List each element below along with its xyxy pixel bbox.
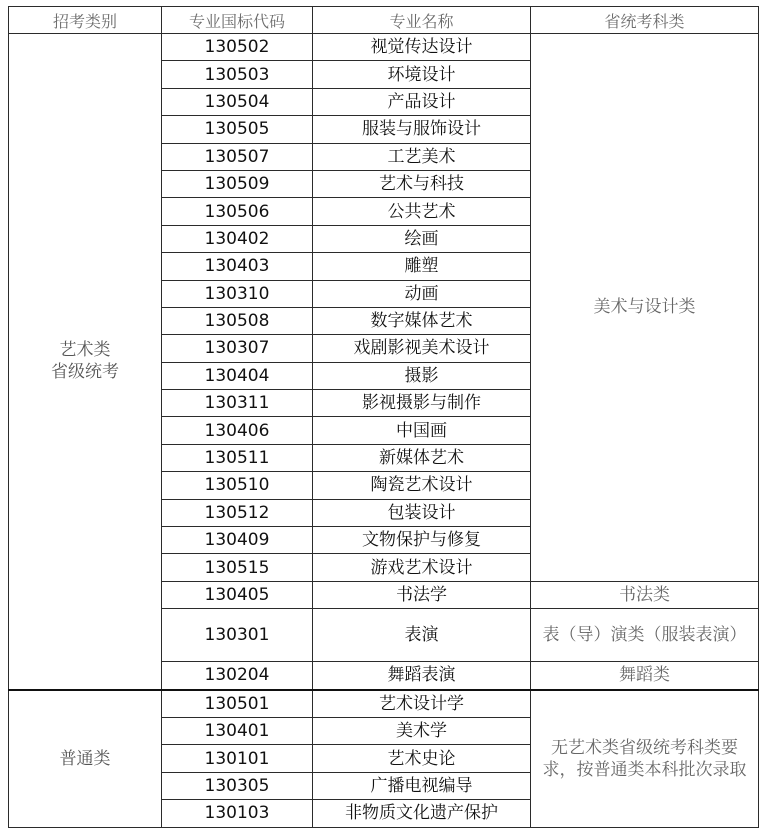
major-code: 130402 [162,225,313,252]
major-name: 美术学 [313,717,531,744]
major-name: 绘画 [313,225,531,252]
header-row [9,7,759,34]
major-name: 戏剧影视美术设计 [313,335,531,362]
major-code: 130507 [162,143,313,170]
major-code: 130403 [162,253,313,280]
major-name: 摄影 [313,362,531,389]
major-code: 130504 [162,88,313,115]
major-code: 130406 [162,417,313,444]
major-code: 130515 [162,554,313,581]
major-code: 130307 [162,335,313,362]
major-name: 视觉传达设计 [313,34,531,61]
major-code: 130510 [162,472,313,499]
major-code: 130409 [162,527,313,554]
major-code: 130404 [162,362,313,389]
major-name: 表演 [313,609,531,662]
major-code: 130512 [162,499,313,526]
table-body [9,34,759,828]
category-cell-general: 普通类 [9,690,162,827]
major-name: 艺术设计学 [313,690,531,718]
subject-cell: 表（导）演类（服装表演） [531,609,759,662]
major-name: 游戏艺术设计 [313,554,531,581]
major-code: 130502 [162,34,313,61]
major-code: 130503 [162,61,313,88]
major-name: 艺术史论 [313,745,531,772]
major-name: 艺术与科技 [313,170,531,197]
majors-table [8,6,759,828]
major-code: 130401 [162,717,313,744]
subject-cell: 书法类 [531,581,759,608]
table-row [9,34,759,61]
major-name: 舞蹈表演 [313,662,531,690]
major-name: 环境设计 [313,61,531,88]
major-code: 130506 [162,198,313,225]
subject-cell-general-note: 无艺术类省级统考科类要求，按普通类本科批次录取 [531,690,759,827]
subject-cell: 舞蹈类 [531,662,759,690]
major-code: 130101 [162,745,313,772]
header-code: 专业国标代码 [162,7,313,34]
major-code: 130508 [162,307,313,334]
major-code: 130505 [162,116,313,143]
major-code: 130511 [162,444,313,471]
major-name: 工艺美术 [313,143,531,170]
major-name: 数字媒体艺术 [313,307,531,334]
major-code: 130405 [162,581,313,608]
major-name: 产品设计 [313,88,531,115]
header-subject: 省统考科类 [531,7,759,34]
major-code: 130501 [162,690,313,718]
category-art-line1: 艺术类 [59,340,111,361]
major-name: 影视摄影与制作 [313,390,531,417]
subject-cell-design: 美术与设计类 [531,34,759,582]
header-name: 专业名称 [313,7,531,34]
major-name: 公共艺术 [313,198,531,225]
major-code: 130305 [162,772,313,799]
major-code: 130310 [162,280,313,307]
major-code: 130311 [162,390,313,417]
major-name: 雕塑 [313,253,531,280]
major-code: 130204 [162,662,313,690]
major-name: 服装与服饰设计 [313,116,531,143]
major-code: 130103 [162,800,313,827]
major-name: 非物质文化遗产保护 [313,800,531,827]
major-name: 文物保护与修复 [313,527,531,554]
major-name: 中国画 [313,417,531,444]
major-name: 广播电视编导 [313,772,531,799]
header-category: 招考类别 [9,7,162,34]
major-name: 动画 [313,280,531,307]
major-name: 书法学 [313,581,531,608]
major-name: 陶瓷艺术设计 [313,472,531,499]
major-name: 新媒体艺术 [313,444,531,471]
category-cell-art [9,34,162,690]
category-art-line2: 省级统考 [51,362,119,383]
major-code: 130509 [162,170,313,197]
table-row [9,690,759,718]
major-name: 包装设计 [313,499,531,526]
major-code: 130301 [162,609,313,662]
